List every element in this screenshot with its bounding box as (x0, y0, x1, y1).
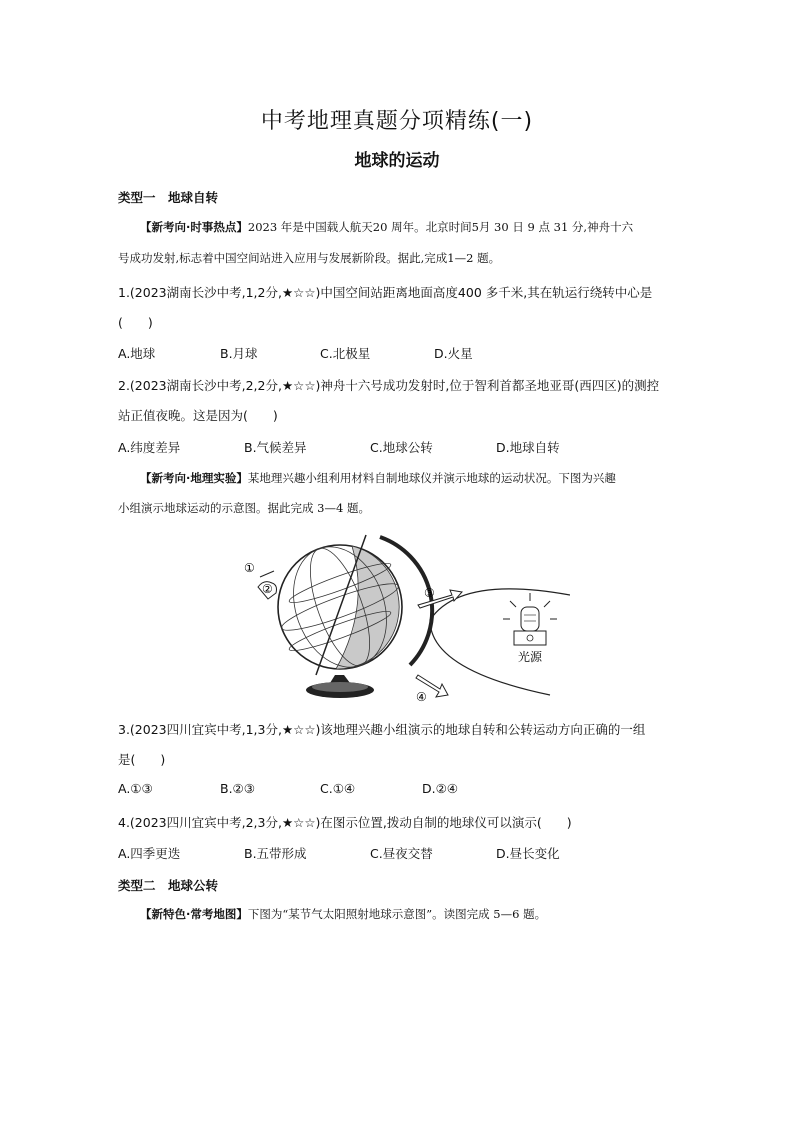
intro-1-line-1 (140, 219, 633, 235)
intro-2-line-1 (140, 470, 616, 486)
question-3-stem: 3.(2023四川宜宾中考,1,3分,★☆☆)该地理兴趣小组演示的地球自转和公转运动方向正确的一组 (118, 722, 646, 737)
option-b[interactable]: B.气候差异 (244, 440, 307, 455)
option-b[interactable]: B.五带形成 (244, 846, 307, 861)
page-subtitle: 地球的运动 (354, 151, 440, 171)
page-title: 中考地理真题分项精练(一) (260, 109, 534, 134)
marker-4: ④ (416, 690, 427, 704)
intro-3-tag: 【新特色·常考地图】 (140, 907, 248, 921)
option-c[interactable]: C.地球公转 (370, 440, 433, 455)
option-d[interactable]: D.昼长变化 (496, 846, 560, 861)
question-1-stem-cont: ( ) (118, 315, 153, 330)
option-d[interactable]: D.②④ (422, 781, 459, 796)
intro-1-tag: 【新考向·时事热点】 (140, 220, 248, 234)
intro-2-tag: 【新考向·地理实验】 (140, 471, 248, 485)
intro-1-line-2: 号成功发射,标志着中国空间站进入应用与发展新阶段。据此,完成1—2 题。 (118, 251, 501, 265)
intro-2-line-2: 小组演示地球运动的示意图。据此完成 3—4 题。 (118, 501, 370, 515)
option-d[interactable]: D.地球自转 (496, 440, 560, 455)
intro-1-text-1: 2023 年是中国载人航天20 周年。北京时间5月 30 日 9 点 31 分,神舟十六 (247, 220, 634, 234)
intro-2-text-1: 某地理兴趣小组利用材料自制地球仪并演示地球的运动状况。下图为兴趣 (247, 471, 616, 485)
option-a[interactable]: A.①③ (118, 781, 153, 796)
option-c[interactable]: C.昼夜交替 (370, 846, 433, 861)
question-4-stem: 4.(2023四川宜宾中考,2,3分,★☆☆)在图示位置,拨动自制的地球仪可以演示( ) (118, 815, 572, 830)
marker-1: ① (244, 561, 255, 575)
option-b[interactable]: B.②③ (220, 781, 255, 796)
intro-3-text-1: 下图为“某节气太阳照射地球示意图”。读图完成 5—6 题。 (247, 907, 547, 921)
section-heading-2: 类型二 地球公转 (118, 878, 219, 893)
option-c[interactable]: C.①④ (320, 781, 356, 796)
marker-3: ③ (424, 586, 435, 600)
globe-light-figure (240, 525, 570, 705)
intro-3-line-1 (140, 906, 546, 922)
question-2-stem-cont: 站正值夜晚。这是因为( ) (118, 408, 278, 423)
question-3-stem-cont: 是( ) (118, 752, 166, 767)
marker-2: ② (262, 582, 273, 596)
section-heading-1: 类型一 地球自转 (118, 190, 219, 205)
question-1-stem: 1.(2023湖南长沙中考,1,2分,★☆☆)中国空间站距离地面高度400 多千米,其在轨运行绕转中心是 (118, 285, 653, 300)
option-a[interactable]: A.纬度差异 (118, 440, 181, 455)
option-d[interactable]: D.火星 (434, 346, 473, 361)
option-a[interactable]: A.四季更迭 (118, 846, 181, 861)
option-c[interactable]: C.北极星 (320, 346, 371, 361)
light-source-icon (503, 593, 557, 645)
option-b[interactable]: B.月球 (220, 346, 258, 361)
light-source-label: 光源 (518, 650, 543, 664)
question-2-stem: 2.(2023湖南长沙中考,2,2分,★☆☆)神舟十六号成功发射时,位于智利首都圣地亚哥(西四区)的测控 (118, 378, 660, 393)
option-a[interactable]: A.地球 (118, 346, 156, 361)
